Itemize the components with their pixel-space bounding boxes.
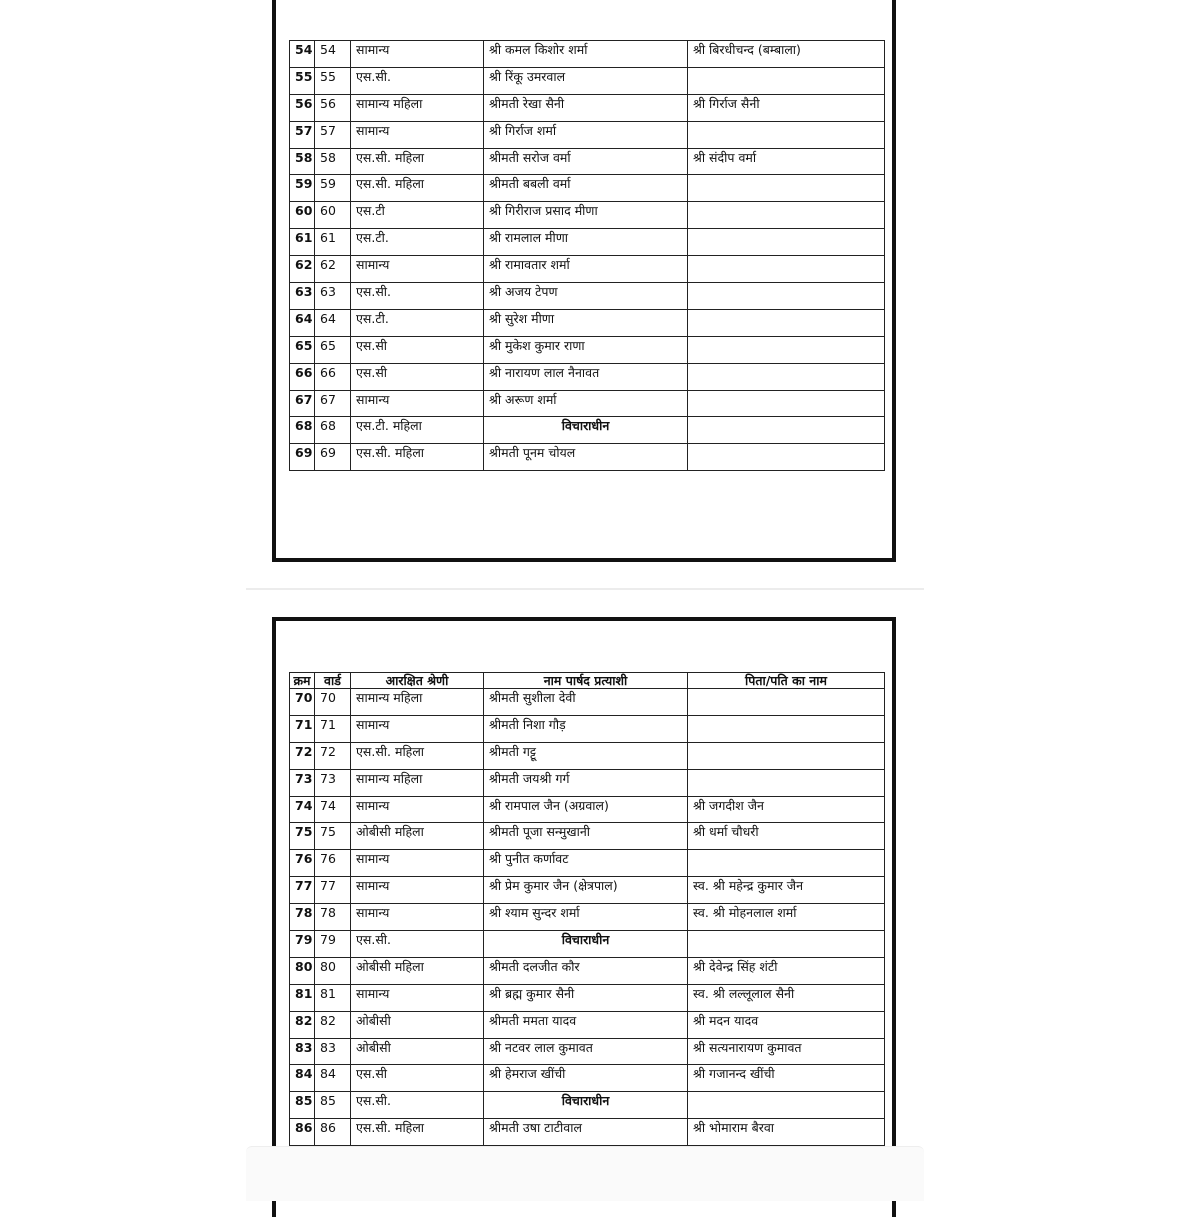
row-father-husband-name: स्व. श्री मोहनलाल शर्मा (688, 904, 885, 931)
row-pending-status: विचाराधीन (484, 931, 688, 958)
row-serial-number: 72 (290, 742, 315, 769)
row-ward-number: 70 (315, 689, 351, 716)
table-row (290, 309, 885, 336)
row-serial-number: 76 (290, 850, 315, 877)
row-reserved-category: एस.सी. महिला (351, 444, 484, 471)
row-father-husband-name: श्री सत्यनारायण कुमावत (688, 1038, 885, 1065)
row-pending-status: विचाराधीन (484, 1092, 688, 1119)
table-row (290, 689, 885, 716)
row-serial-number: 69 (290, 444, 315, 471)
row-serial-number: 54 (290, 41, 315, 68)
row-reserved-category: एस.सी (351, 336, 484, 363)
row-ward-number: 76 (315, 850, 351, 877)
row-father-husband-name (688, 742, 885, 769)
table-row (290, 1038, 885, 1065)
row-reserved-category: एस.सी. महिला (351, 742, 484, 769)
row-candidate-name: श्रीमती रेखा सैनी (484, 94, 688, 121)
row-reserved-category: ओबीसी (351, 1011, 484, 1038)
row-reserved-category: ओबीसी (351, 1038, 484, 1065)
row-ward-number: 61 (315, 229, 351, 256)
row-father-husband-name (688, 931, 885, 958)
row-ward-number: 67 (315, 390, 351, 417)
row-ward-number: 57 (315, 121, 351, 148)
row-serial-number: 80 (290, 957, 315, 984)
row-candidate-name: श्री पुनीत कर्णावट (484, 850, 688, 877)
header-ward: वार्ड (315, 673, 351, 689)
row-reserved-category: एस.टी. महिला (351, 417, 484, 444)
row-candidate-name: श्रीमती निशा गौड़ (484, 715, 688, 742)
table-row (290, 256, 885, 283)
row-reserved-category: एस.सी. (351, 67, 484, 94)
row-reserved-category: एस.सी. महिला (351, 1119, 484, 1146)
row-father-husband-name (688, 363, 885, 390)
row-reserved-category: सामान्य (351, 796, 484, 823)
table-row (290, 121, 885, 148)
header-candidate: नाम पार्षद प्रत्याशी (484, 673, 688, 689)
row-reserved-category: एस.सी. (351, 931, 484, 958)
table-row (290, 715, 885, 742)
row-candidate-name: श्रीमती पूजा सन्मुखानी (484, 823, 688, 850)
row-father-husband-name (688, 121, 885, 148)
table-row (290, 742, 885, 769)
table-header-row (290, 673, 885, 689)
row-reserved-category: सामान्य (351, 390, 484, 417)
row-father-husband-name (688, 309, 885, 336)
row-ward-number: 58 (315, 148, 351, 175)
row-father-husband-name (688, 390, 885, 417)
table-row (290, 175, 885, 202)
row-serial-number: 55 (290, 67, 315, 94)
table-row (290, 148, 885, 175)
row-serial-number: 74 (290, 796, 315, 823)
row-ward-number: 77 (315, 877, 351, 904)
row-ward-number: 69 (315, 444, 351, 471)
row-father-husband-name (688, 336, 885, 363)
row-father-husband-name: स्व. श्री महेन्द्र कुमार जैन (688, 877, 885, 904)
row-serial-number: 71 (290, 715, 315, 742)
row-serial-number: 79 (290, 931, 315, 958)
row-reserved-category: सामान्य (351, 121, 484, 148)
row-candidate-name: श्री मुकेश कुमार राणा (484, 336, 688, 363)
row-serial-number: 77 (290, 877, 315, 904)
row-candidate-name: श्री कमल किशोर शर्मा (484, 41, 688, 68)
row-serial-number: 65 (290, 336, 315, 363)
table-row (290, 984, 885, 1011)
row-serial-number: 68 (290, 417, 315, 444)
row-ward-number: 60 (315, 202, 351, 229)
row-serial-number: 70 (290, 689, 315, 716)
header-father: पिता/पति का नाम (688, 673, 885, 689)
row-serial-number: 84 (290, 1065, 315, 1092)
row-father-husband-name (688, 1092, 885, 1119)
row-reserved-category: सामान्य महिला (351, 94, 484, 121)
row-candidate-name: श्री रामावतार शर्मा (484, 256, 688, 283)
row-father-husband-name (688, 769, 885, 796)
row-serial-number: 57 (290, 121, 315, 148)
row-reserved-category: एस.सी (351, 363, 484, 390)
row-father-husband-name (688, 417, 885, 444)
page-separator (246, 588, 924, 590)
row-candidate-name: श्रीमती उषा टाटीवाल (484, 1119, 688, 1146)
row-candidate-name: श्री श्याम सुन्दर शर्मा (484, 904, 688, 931)
row-father-husband-name (688, 689, 885, 716)
row-father-husband-name (688, 715, 885, 742)
row-candidate-name: श्री रामपाल जैन (अग्रवाल) (484, 796, 688, 823)
row-serial-number: 75 (290, 823, 315, 850)
table-row (290, 363, 885, 390)
row-reserved-category: ओबीसी महिला (351, 957, 484, 984)
row-reserved-category: सामान्य (351, 256, 484, 283)
row-candidate-name: श्री सुरेश मीणा (484, 309, 688, 336)
row-ward-number: 59 (315, 175, 351, 202)
row-candidate-name: श्री हेमराज खींची (484, 1065, 688, 1092)
row-ward-number: 62 (315, 256, 351, 283)
row-ward-number: 74 (315, 796, 351, 823)
header-category: आरक्षित श्रेणी (351, 673, 484, 689)
row-reserved-category: सामान्य (351, 877, 484, 904)
row-serial-number: 62 (290, 256, 315, 283)
row-ward-number: 71 (315, 715, 351, 742)
row-serial-number: 81 (290, 984, 315, 1011)
row-reserved-category: सामान्य महिला (351, 769, 484, 796)
row-candidate-name: श्री रिंकू उमरवाल (484, 67, 688, 94)
row-candidate-name: श्रीमती सुशीला देवी (484, 689, 688, 716)
row-reserved-category: सामान्य (351, 850, 484, 877)
table-row (290, 1065, 885, 1092)
row-ward-number: 75 (315, 823, 351, 850)
table-row (290, 283, 885, 310)
row-father-husband-name: श्री जगदीश जैन (688, 796, 885, 823)
row-candidate-name: श्रीमती सरोज वर्मा (484, 148, 688, 175)
row-candidate-name: श्री गिर्राज शर्मा (484, 121, 688, 148)
row-serial-number: 64 (290, 309, 315, 336)
row-ward-number: 65 (315, 336, 351, 363)
row-reserved-category: सामान्य (351, 41, 484, 68)
row-ward-number: 68 (315, 417, 351, 444)
row-father-husband-name (688, 67, 885, 94)
row-ward-number: 80 (315, 957, 351, 984)
row-reserved-category: सामान्य (351, 715, 484, 742)
row-father-husband-name (688, 256, 885, 283)
row-ward-number: 56 (315, 94, 351, 121)
row-reserved-category: सामान्य (351, 984, 484, 1011)
row-candidate-name: श्रीमती जयश्री गर्ग (484, 769, 688, 796)
row-father-husband-name: श्री संदीप वर्मा (688, 148, 885, 175)
row-ward-number: 72 (315, 742, 351, 769)
table-row (290, 957, 885, 984)
row-ward-number: 82 (315, 1011, 351, 1038)
row-reserved-category: एस.सी. (351, 1092, 484, 1119)
row-ward-number: 83 (315, 1038, 351, 1065)
row-ward-number: 79 (315, 931, 351, 958)
table-row (290, 390, 885, 417)
table-row (290, 444, 885, 471)
document-page-1 (272, 0, 896, 562)
table-row (290, 336, 885, 363)
row-candidate-name: श्री नटवर लाल कुमावत (484, 1038, 688, 1065)
row-serial-number: 82 (290, 1011, 315, 1038)
row-serial-number: 63 (290, 283, 315, 310)
row-father-husband-name: स्व. श्री लल्लूलाल सैनी (688, 984, 885, 1011)
table-row (290, 417, 885, 444)
row-serial-number: 83 (290, 1038, 315, 1065)
table-row (290, 796, 885, 823)
row-father-husband-name (688, 202, 885, 229)
row-serial-number: 73 (290, 769, 315, 796)
table-row (290, 41, 885, 68)
row-ward-number: 86 (315, 1119, 351, 1146)
row-reserved-category: एस.सी. महिला (351, 148, 484, 175)
header-kram: क्रम (290, 673, 315, 689)
row-ward-number: 81 (315, 984, 351, 1011)
row-father-husband-name: श्री गजानन्द खींची (688, 1065, 885, 1092)
table-row (290, 850, 885, 877)
table-row (290, 202, 885, 229)
row-candidate-name: श्री ब्रह्म कुमार सैनी (484, 984, 688, 1011)
table-row (290, 1011, 885, 1038)
row-serial-number: 56 (290, 94, 315, 121)
row-father-husband-name: श्री गिर्राज सैनी (688, 94, 885, 121)
row-reserved-category: एस.टी (351, 202, 484, 229)
row-serial-number: 61 (290, 229, 315, 256)
row-reserved-category: एस.टी. (351, 309, 484, 336)
row-reserved-category: ओबीसी महिला (351, 823, 484, 850)
row-ward-number: 84 (315, 1065, 351, 1092)
row-ward-number: 85 (315, 1092, 351, 1119)
row-ward-number: 66 (315, 363, 351, 390)
table-row (290, 1119, 885, 1146)
row-ward-number: 54 (315, 41, 351, 68)
row-father-husband-name (688, 444, 885, 471)
row-candidate-name: श्रीमती बबली वर्मा (484, 175, 688, 202)
row-candidate-name: श्री नारायण लाल नैनावत (484, 363, 688, 390)
row-ward-number: 78 (315, 904, 351, 931)
row-father-husband-name (688, 175, 885, 202)
row-candidate-name: श्रीमती पूनम चोयल (484, 444, 688, 471)
row-father-husband-name: श्री देवेन्द्र सिंह शंटी (688, 957, 885, 984)
row-father-husband-name (688, 850, 885, 877)
table-row (290, 823, 885, 850)
row-father-husband-name: श्री धर्मा चौधरी (688, 823, 885, 850)
row-reserved-category: एस.सी. महिला (351, 175, 484, 202)
row-ward-number: 64 (315, 309, 351, 336)
row-reserved-category: एस.टी. (351, 229, 484, 256)
table-row (290, 1092, 885, 1119)
row-ward-number: 73 (315, 769, 351, 796)
row-serial-number: 85 (290, 1092, 315, 1119)
row-father-husband-name: श्री मदन यादव (688, 1011, 885, 1038)
row-ward-number: 55 (315, 67, 351, 94)
row-reserved-category: एस.सी. (351, 283, 484, 310)
row-serial-number: 78 (290, 904, 315, 931)
row-candidate-name: श्री प्रेम कुमार जैन (क्षेत्रपाल) (484, 877, 688, 904)
table-row (290, 904, 885, 931)
document-page-2 (272, 617, 896, 1217)
row-candidate-name: श्रीमती दलजीत कौर (484, 957, 688, 984)
row-father-husband-name: श्री बिरधीचन्द (बम्बाला) (688, 41, 885, 68)
row-candidate-name: श्री अरूण शर्मा (484, 390, 688, 417)
row-serial-number: 86 (290, 1119, 315, 1146)
ward-candidate-table-page-1 (289, 40, 885, 471)
row-reserved-category: एस.सी (351, 1065, 484, 1092)
row-serial-number: 67 (290, 390, 315, 417)
row-serial-number: 58 (290, 148, 315, 175)
row-reserved-category: सामान्य महिला (351, 689, 484, 716)
viewer-bottom-bar (246, 1146, 924, 1201)
row-serial-number: 59 (290, 175, 315, 202)
table-row (290, 94, 885, 121)
row-serial-number: 66 (290, 363, 315, 390)
table-row (290, 769, 885, 796)
row-candidate-name: श्री अजय टेपण (484, 283, 688, 310)
row-ward-number: 63 (315, 283, 351, 310)
row-candidate-name: श्री रामलाल मीणा (484, 229, 688, 256)
table-row (290, 931, 885, 958)
table-row (290, 877, 885, 904)
row-candidate-name: श्री गिरीराज प्रसाद मीणा (484, 202, 688, 229)
row-candidate-name: श्रीमती गट्टू (484, 742, 688, 769)
row-serial-number: 60 (290, 202, 315, 229)
row-candidate-name: श्रीमती ममता यादव (484, 1011, 688, 1038)
row-reserved-category: सामान्य (351, 904, 484, 931)
ward-candidate-table-page-2 (289, 672, 885, 1159)
row-father-husband-name: श्री भोमाराम बैरवा (688, 1119, 885, 1146)
row-pending-status: विचाराधीन (484, 417, 688, 444)
table-row (290, 67, 885, 94)
row-father-husband-name (688, 283, 885, 310)
row-father-husband-name (688, 229, 885, 256)
table-row (290, 229, 885, 256)
